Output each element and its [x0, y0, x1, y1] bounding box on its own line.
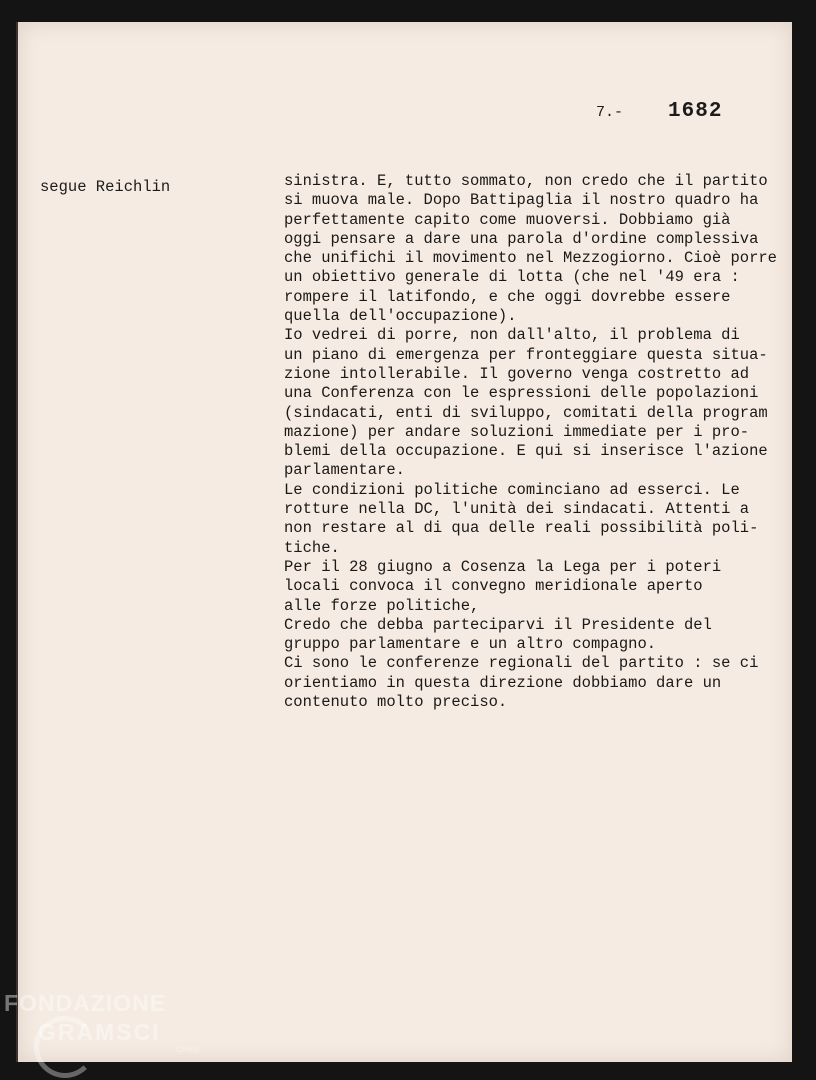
text-line: alle forze politiche,	[284, 596, 480, 615]
text-line: parlamentare.	[284, 461, 405, 480]
page-number	[596, 100, 722, 123]
text-line: blemi della occupazione. E qui si inserisce l'azione	[284, 442, 768, 461]
text-line: tiche.	[284, 538, 340, 557]
text-line: orientiamo in questa direzione dobbiamo dare un	[284, 673, 722, 692]
text-line: gruppo parlamentare e un altro compagno.	[284, 635, 657, 654]
text-line: un piano di emergenza per fronteggiare questa situa-	[284, 345, 768, 364]
watermark-line3: Onlus	[176, 1044, 200, 1054]
text-line: (sindacati, enti di sviluppo, comitati della program	[284, 403, 768, 422]
text-line: mazione) per andare soluzioni immediate per i pro-	[284, 422, 750, 441]
speaker-label: segue Reichlin	[40, 178, 171, 196]
text-line: locali convoca il convegno meridionale aperto	[284, 577, 703, 596]
watermark-line1: FONDAZIONE	[4, 990, 167, 1016]
logo-ring-icon	[34, 1016, 96, 1078]
text-line: non restare al di qua delle reali possibilità poli-	[284, 519, 759, 538]
text-line: sinistra. E, tutto sommato, non credo che il partito	[284, 172, 768, 190]
text-line: oggi pensare a dare una parola d'ordine complessiva	[284, 229, 759, 248]
watermark-line2: GRAMSCI	[38, 1019, 161, 1045]
text-line: rotture nella DC, l'unità dei sindacati. Attenti a	[284, 500, 750, 519]
text-line: zione intollerabile. Il governo venga costretto ad	[284, 364, 750, 383]
text-line: un obiettivo generale di lotta (che nel '49 era :	[284, 268, 740, 287]
text-line: Le condizioni politiche cominciano ad esserci. Le	[284, 480, 740, 499]
text-line: Per il 28 giugno a Cosenza la Lega per i poteri	[284, 557, 722, 576]
text-line: Ci sono le conferenze regionali del partito : se ci	[284, 654, 759, 673]
text-line: contenuto molto preciso.	[284, 693, 508, 712]
text-line: una Conferenza con le espressioni delle popolazioni	[284, 384, 759, 403]
text-line: perfettamente capito come muoversi. Dobbiamo già	[284, 210, 731, 229]
text-line: Io vedrei di porre, non dall'alto, il problema di	[284, 326, 740, 345]
text-line: si muova male. Dopo Battipaglia il nostro quadro ha	[284, 191, 759, 210]
page-number-value: 1682	[668, 100, 723, 123]
page-number-prefix: 7.-	[596, 104, 624, 121]
page-edge	[16, 22, 18, 1062]
text-line: rompere il latifondo, e che oggi dovrebbe essere	[284, 287, 731, 306]
fondazione-gramsci-logo	[4, 990, 200, 1054]
text-line: che unifichi il movimento nel Mezzogiorno. Cioè porre	[284, 249, 777, 268]
text-line: Credo che debba parteciparvi il Presidente del	[284, 615, 712, 634]
text-line: quella dell'occupazione).	[284, 307, 517, 326]
body-text	[284, 172, 794, 712]
